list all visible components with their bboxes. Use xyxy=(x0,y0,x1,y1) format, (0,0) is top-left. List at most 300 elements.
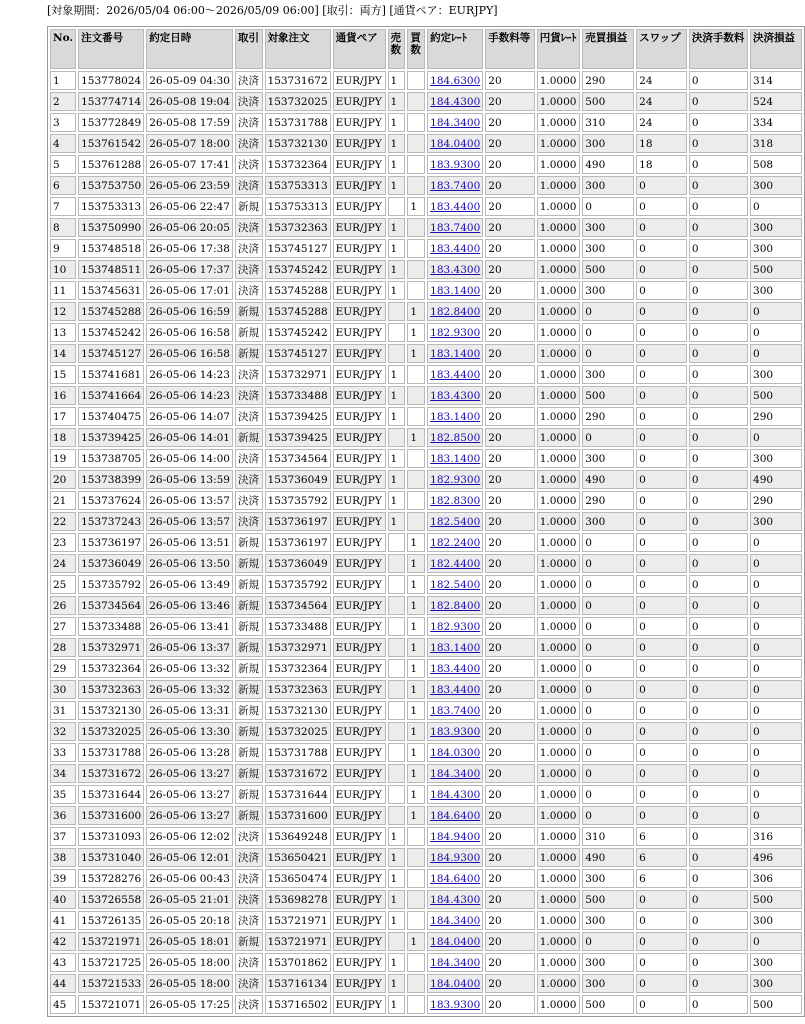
cell-fees: 20 xyxy=(485,974,534,993)
cell-execution-datetime: 26-05-05 18:00 xyxy=(146,974,233,993)
cell-buy-qty xyxy=(407,218,425,237)
cell-target-order: 153731788 xyxy=(265,113,331,132)
cell-no: 37 xyxy=(50,827,76,846)
cell-trade-pl: 0 xyxy=(582,785,634,804)
header-jpy-rate: 円貨ﾚｰﾄ xyxy=(537,29,581,69)
cell-jpy-rate: 1.0000 xyxy=(537,281,581,300)
table-row xyxy=(50,281,802,300)
cell-jpy-rate: 1.0000 xyxy=(537,512,581,531)
cell-no: 26 xyxy=(50,596,76,615)
table-row xyxy=(50,743,802,762)
cell-sell-qty: 1 xyxy=(388,281,406,300)
cell-target-order: 153731788 xyxy=(265,743,331,762)
cell-jpy-rate: 1.0000 xyxy=(537,848,581,867)
execution-rate-link[interactable]: 184.6300 xyxy=(430,74,481,87)
execution-rate-link[interactable]: 184.6400 xyxy=(430,872,481,885)
cell-settlement-pl: 300 xyxy=(750,974,802,993)
cell-no: 3 xyxy=(50,113,76,132)
cell-settlement-pl: 300 xyxy=(750,953,802,972)
cell-swap: 0 xyxy=(636,344,687,363)
cell-buy-qty: 1 xyxy=(407,596,425,615)
cell-sell-qty: 1 xyxy=(388,113,406,132)
cell-no: 18 xyxy=(50,428,76,447)
cell-settlement-pl: 290 xyxy=(750,407,802,426)
cell-settlement-fee: 0 xyxy=(689,512,748,531)
cell-buy-qty xyxy=(407,113,425,132)
cell-trade-type: 決済 xyxy=(235,407,262,426)
cell-fees: 20 xyxy=(485,638,534,657)
cell-execution-rate xyxy=(427,134,483,153)
cell-settlement-pl: 0 xyxy=(750,743,802,762)
table-row xyxy=(50,470,802,489)
header-sell-line1: 売 xyxy=(390,32,401,44)
table-row xyxy=(50,722,802,741)
cell-fees: 20 xyxy=(485,533,534,552)
cell-buy-qty: 1 xyxy=(407,722,425,741)
cell-settlement-pl: 314 xyxy=(750,71,802,90)
cell-currency-pair: EUR/JPY xyxy=(333,722,386,741)
cell-currency-pair: EUR/JPY xyxy=(333,848,386,867)
cell-execution-rate xyxy=(427,239,483,258)
cell-execution-rate xyxy=(427,596,483,615)
cell-sell-qty xyxy=(388,575,406,594)
execution-rate-link[interactable]: 184.0400 xyxy=(430,137,481,150)
execution-rate-link[interactable]: 183.7400 xyxy=(430,704,481,717)
cell-target-order: 153734564 xyxy=(265,596,331,615)
cell-execution-rate xyxy=(427,722,483,741)
cell-trade-type: 決済 xyxy=(235,848,262,867)
table-row xyxy=(50,533,802,552)
execution-rate-link[interactable]: 184.9400 xyxy=(430,830,481,843)
cell-target-order: 153649248 xyxy=(265,827,331,846)
cell-sell-qty: 1 xyxy=(388,827,406,846)
cell-buy-qty: 1 xyxy=(407,785,425,804)
execution-rate-link[interactable]: 183.1400 xyxy=(430,410,481,423)
cell-currency-pair: EUR/JPY xyxy=(333,974,386,993)
cell-sell-qty: 1 xyxy=(388,176,406,195)
cell-buy-qty xyxy=(407,176,425,195)
cell-buy-qty xyxy=(407,155,425,174)
execution-rate-link[interactable]: 183.4400 xyxy=(430,683,481,696)
cell-execution-rate xyxy=(427,743,483,762)
execution-rate-link[interactable]: 182.8400 xyxy=(430,599,481,612)
cell-no: 29 xyxy=(50,659,76,678)
cell-sell-qty: 1 xyxy=(388,512,406,531)
cell-trade-type: 決済 xyxy=(235,71,262,90)
table-row xyxy=(50,491,802,510)
execution-rate-link[interactable]: 184.3400 xyxy=(430,767,481,780)
cell-trade-pl: 490 xyxy=(582,155,634,174)
cell-execution-datetime: 26-05-08 17:59 xyxy=(146,113,233,132)
execution-rate-link[interactable]: 182.8500 xyxy=(430,431,481,444)
execution-rate-link[interactable]: 183.9300 xyxy=(430,725,481,738)
cell-trade-pl: 0 xyxy=(582,764,634,783)
cell-currency-pair: EUR/JPY xyxy=(333,134,386,153)
cell-jpy-rate: 1.0000 xyxy=(537,575,581,594)
cell-no: 41 xyxy=(50,911,76,930)
cell-trade-pl: 500 xyxy=(582,92,634,111)
execution-rate-link[interactable]: 184.0400 xyxy=(430,935,481,948)
cell-jpy-rate: 1.0000 xyxy=(537,218,581,237)
cell-execution-datetime: 26-05-05 20:18 xyxy=(146,911,233,930)
cell-execution-rate xyxy=(427,827,483,846)
cell-settlement-fee: 0 xyxy=(689,176,748,195)
table-row xyxy=(50,176,802,195)
cell-fees: 20 xyxy=(485,995,534,1014)
cell-trade-pl: 0 xyxy=(582,302,634,321)
execution-rate-link[interactable]: 182.5400 xyxy=(430,515,481,528)
cell-swap: 6 xyxy=(636,827,687,846)
cell-settlement-pl: 0 xyxy=(750,680,802,699)
cell-currency-pair: EUR/JPY xyxy=(333,386,386,405)
cell-trade-type: 決済 xyxy=(235,176,262,195)
table-row xyxy=(50,596,802,615)
cell-sell-qty xyxy=(388,785,406,804)
cell-settlement-pl: 0 xyxy=(750,554,802,573)
table-row xyxy=(50,512,802,531)
execution-rate-link[interactable]: 183.4300 xyxy=(430,263,481,276)
cell-trade-type: 決済 xyxy=(235,911,262,930)
cell-order-number: 153745127 xyxy=(78,344,144,363)
cell-buy-qty: 1 xyxy=(407,428,425,447)
cell-fees: 20 xyxy=(485,260,534,279)
execution-rate-link[interactable]: 184.4300 xyxy=(430,95,481,108)
cell-currency-pair: EUR/JPY xyxy=(333,512,386,531)
cell-target-order: 153716134 xyxy=(265,974,331,993)
cell-execution-datetime: 26-05-06 13:30 xyxy=(146,722,233,741)
cell-currency-pair: EUR/JPY xyxy=(333,743,386,762)
execution-rate-link[interactable]: 184.3400 xyxy=(430,914,481,927)
cell-order-number: 153732364 xyxy=(78,659,144,678)
cell-swap: 0 xyxy=(636,953,687,972)
cell-target-order: 153732025 xyxy=(265,722,331,741)
execution-rate-link[interactable]: 183.4400 xyxy=(430,662,481,675)
execution-rate-link[interactable]: 182.9300 xyxy=(430,473,481,486)
cell-no: 16 xyxy=(50,386,76,405)
cell-target-order: 153735792 xyxy=(265,491,331,510)
cell-no: 2 xyxy=(50,92,76,111)
cell-trade-type: 新規 xyxy=(235,680,262,699)
cell-settlement-pl: 316 xyxy=(750,827,802,846)
cell-target-order: 153732130 xyxy=(265,701,331,720)
cell-trade-type: 新規 xyxy=(235,743,262,762)
cell-trade-pl: 0 xyxy=(582,554,634,573)
cell-jpy-rate: 1.0000 xyxy=(537,932,581,951)
cell-sell-qty: 1 xyxy=(388,995,406,1014)
cell-no: 9 xyxy=(50,239,76,258)
cell-currency-pair: EUR/JPY xyxy=(333,281,386,300)
cell-target-order: 153745127 xyxy=(265,344,331,363)
cell-target-order: 153736049 xyxy=(265,554,331,573)
cell-trade-pl: 300 xyxy=(582,365,634,384)
cell-jpy-rate: 1.0000 xyxy=(537,92,581,111)
cell-trade-pl: 0 xyxy=(582,323,634,342)
cell-no: 21 xyxy=(50,491,76,510)
cell-jpy-rate: 1.0000 xyxy=(537,344,581,363)
cell-trade-type: 決済 xyxy=(235,449,262,468)
cell-currency-pair: EUR/JPY xyxy=(333,176,386,195)
cell-target-order: 153745288 xyxy=(265,302,331,321)
execution-rate-link[interactable]: 183.4400 xyxy=(430,242,481,255)
cell-jpy-rate: 1.0000 xyxy=(537,743,581,762)
cell-execution-datetime: 26-05-06 14:00 xyxy=(146,449,233,468)
cell-currency-pair: EUR/JPY xyxy=(333,785,386,804)
header-sell-qty xyxy=(388,29,406,69)
cell-jpy-rate: 1.0000 xyxy=(537,806,581,825)
cell-no: 44 xyxy=(50,974,76,993)
cell-execution-datetime: 26-05-07 17:41 xyxy=(146,155,233,174)
cell-fees: 20 xyxy=(485,470,534,489)
cell-buy-qty: 1 xyxy=(407,638,425,657)
cell-trade-type: 決済 xyxy=(235,953,262,972)
cell-execution-rate xyxy=(427,701,483,720)
execution-rate-link[interactable]: 184.4300 xyxy=(430,788,481,801)
execution-rate-link[interactable]: 183.1400 xyxy=(430,452,481,465)
cell-fees: 20 xyxy=(485,323,534,342)
cell-currency-pair: EUR/JPY xyxy=(333,344,386,363)
cell-buy-qty xyxy=(407,239,425,258)
cell-jpy-rate: 1.0000 xyxy=(537,491,581,510)
header-no: No. xyxy=(50,29,76,69)
cell-swap: 0 xyxy=(636,218,687,237)
execution-rate-link[interactable]: 184.0400 xyxy=(430,977,481,990)
cell-swap: 0 xyxy=(636,323,687,342)
cell-settlement-pl: 300 xyxy=(750,239,802,258)
cell-jpy-rate: 1.0000 xyxy=(537,995,581,1014)
table-row xyxy=(50,806,802,825)
execution-rate-link[interactable]: 184.4300 xyxy=(430,893,481,906)
cell-fees: 20 xyxy=(485,365,534,384)
cell-swap: 0 xyxy=(636,491,687,510)
cell-sell-qty xyxy=(388,344,406,363)
execution-rate-link[interactable]: 184.3400 xyxy=(430,116,481,129)
cell-buy-qty: 1 xyxy=(407,680,425,699)
execution-rate-link[interactable]: 183.7400 xyxy=(430,179,481,192)
cell-swap: 0 xyxy=(636,596,687,615)
cell-jpy-rate: 1.0000 xyxy=(537,386,581,405)
cell-jpy-rate: 1.0000 xyxy=(537,113,581,132)
cell-jpy-rate: 1.0000 xyxy=(537,533,581,552)
cell-order-number: 153745288 xyxy=(78,302,144,321)
cell-order-number: 153737624 xyxy=(78,491,144,510)
cell-currency-pair: EUR/JPY xyxy=(333,155,386,174)
cell-target-order: 153753313 xyxy=(265,176,331,195)
cell-trade-type: 新規 xyxy=(235,701,262,720)
cell-sell-qty xyxy=(388,596,406,615)
execution-rate-link[interactable]: 183.4400 xyxy=(430,200,481,213)
cell-trade-pl: 0 xyxy=(582,638,634,657)
cell-settlement-fee: 0 xyxy=(689,113,748,132)
cell-settlement-pl: 300 xyxy=(750,911,802,930)
execution-rate-link[interactable]: 184.3400 xyxy=(430,956,481,969)
execution-rate-link[interactable]: 182.2400 xyxy=(430,536,481,549)
cell-trade-pl: 300 xyxy=(582,869,634,888)
cell-currency-pair: EUR/JPY xyxy=(333,365,386,384)
cell-fees: 20 xyxy=(485,911,534,930)
cell-no: 6 xyxy=(50,176,76,195)
cell-settlement-pl: 0 xyxy=(750,806,802,825)
execution-rate-link[interactable]: 184.9300 xyxy=(430,851,481,864)
cell-sell-qty xyxy=(388,722,406,741)
cell-sell-qty xyxy=(388,764,406,783)
cell-order-number: 153728276 xyxy=(78,869,144,888)
cell-settlement-pl: 0 xyxy=(750,659,802,678)
cell-sell-qty xyxy=(388,680,406,699)
cell-trade-type: 新規 xyxy=(235,785,262,804)
cell-target-order: 153732025 xyxy=(265,92,331,111)
execution-rate-link[interactable]: 183.7400 xyxy=(430,221,481,234)
cell-buy-qty: 1 xyxy=(407,323,425,342)
cell-settlement-fee: 0 xyxy=(689,260,748,279)
cell-target-order: 153731600 xyxy=(265,806,331,825)
cell-order-number: 153735792 xyxy=(78,575,144,594)
cell-no: 32 xyxy=(50,722,76,741)
cell-settlement-fee: 0 xyxy=(689,953,748,972)
cell-target-order: 153721971 xyxy=(265,932,331,951)
cell-swap: 0 xyxy=(636,680,687,699)
cell-fees: 20 xyxy=(485,596,534,615)
cell-buy-qty: 1 xyxy=(407,806,425,825)
cell-sell-qty: 1 xyxy=(388,953,406,972)
cell-trade-type: 新規 xyxy=(235,764,262,783)
cell-buy-qty: 1 xyxy=(407,764,425,783)
cell-settlement-pl: 0 xyxy=(750,764,802,783)
cell-order-number: 153745242 xyxy=(78,323,144,342)
execution-rate-link[interactable]: 182.9300 xyxy=(430,620,481,633)
cell-fees: 20 xyxy=(485,701,534,720)
cell-settlement-fee: 0 xyxy=(689,491,748,510)
execution-rate-link[interactable]: 183.4400 xyxy=(430,368,481,381)
cell-swap: 0 xyxy=(636,785,687,804)
execution-rate-link[interactable]: 183.1400 xyxy=(430,284,481,297)
cell-settlement-pl: 508 xyxy=(750,155,802,174)
execution-rate-link[interactable]: 184.6400 xyxy=(430,809,481,822)
cell-trade-type: 新規 xyxy=(235,932,262,951)
cell-jpy-rate: 1.0000 xyxy=(537,155,581,174)
cell-fees: 20 xyxy=(485,449,534,468)
cell-execution-datetime: 26-05-06 22:47 xyxy=(146,197,233,216)
table-row xyxy=(50,911,802,930)
cell-no: 25 xyxy=(50,575,76,594)
cell-buy-qty xyxy=(407,470,425,489)
execution-rate-link[interactable]: 183.1400 xyxy=(430,641,481,654)
cell-swap: 0 xyxy=(636,449,687,468)
cell-swap: 0 xyxy=(636,239,687,258)
cell-settlement-pl: 500 xyxy=(750,386,802,405)
execution-rate-link[interactable]: 182.8300 xyxy=(430,494,481,507)
cell-settlement-fee: 0 xyxy=(689,743,748,762)
cell-execution-rate xyxy=(427,428,483,447)
cell-sell-qty xyxy=(388,533,406,552)
execution-rate-link[interactable]: 183.1400 xyxy=(430,347,481,360)
cell-target-order: 153732971 xyxy=(265,638,331,657)
trade-history-table xyxy=(47,26,805,1017)
execution-rate-link[interactable]: 183.4300 xyxy=(430,389,481,402)
cell-execution-rate xyxy=(427,71,483,90)
cell-no: 10 xyxy=(50,260,76,279)
report-container xyxy=(47,0,805,1017)
cell-jpy-rate: 1.0000 xyxy=(537,71,581,90)
cell-target-order: 153732363 xyxy=(265,680,331,699)
cell-jpy-rate: 1.0000 xyxy=(537,365,581,384)
table-row xyxy=(50,974,802,993)
cell-target-order: 153735792 xyxy=(265,575,331,594)
table-row xyxy=(50,869,802,888)
header-target-order: 対象注文 xyxy=(265,29,331,69)
cell-trade-pl: 0 xyxy=(582,197,634,216)
cell-order-number: 153774714 xyxy=(78,92,144,111)
cell-currency-pair: EUR/JPY xyxy=(333,470,386,489)
cell-sell-qty xyxy=(388,932,406,951)
execution-rate-link[interactable]: 182.5400 xyxy=(430,578,481,591)
cell-swap: 0 xyxy=(636,512,687,531)
header-settlement-fee: 決済手数料 xyxy=(689,29,748,69)
cell-fees: 20 xyxy=(485,890,534,909)
cell-execution-rate xyxy=(427,260,483,279)
cell-order-number: 153740475 xyxy=(78,407,144,426)
cell-fees: 20 xyxy=(485,953,534,972)
cell-swap: 6 xyxy=(636,848,687,867)
cell-execution-datetime: 26-05-05 17:25 xyxy=(146,995,233,1014)
execution-rate-link[interactable]: 183.9300 xyxy=(430,158,481,171)
cell-buy-qty: 1 xyxy=(407,743,425,762)
cell-fees: 20 xyxy=(485,575,534,594)
cell-order-number: 153741664 xyxy=(78,386,144,405)
cell-jpy-rate: 1.0000 xyxy=(537,134,581,153)
cell-order-number: 153731093 xyxy=(78,827,144,846)
cell-execution-datetime: 26-05-06 13:57 xyxy=(146,491,233,510)
execution-rate-link[interactable]: 182.9300 xyxy=(430,326,481,339)
cell-target-order: 153733488 xyxy=(265,617,331,636)
cell-execution-rate xyxy=(427,575,483,594)
cell-currency-pair: EUR/JPY xyxy=(333,680,386,699)
cell-settlement-pl: 0 xyxy=(750,197,802,216)
table-row xyxy=(50,239,802,258)
header-settlement-pl: 決済損益 xyxy=(750,29,802,69)
cell-trade-pl: 500 xyxy=(582,995,634,1014)
cell-execution-rate xyxy=(427,218,483,237)
cell-execution-datetime: 26-05-06 17:38 xyxy=(146,239,233,258)
execution-rate-link[interactable]: 184.0300 xyxy=(430,746,481,759)
cell-swap: 18 xyxy=(636,134,687,153)
cell-order-number: 153750990 xyxy=(78,218,144,237)
cell-swap: 0 xyxy=(636,428,687,447)
execution-rate-link[interactable]: 183.9300 xyxy=(430,998,481,1011)
cell-execution-datetime: 26-05-06 13:32 xyxy=(146,680,233,699)
cell-no: 13 xyxy=(50,323,76,342)
cell-no: 28 xyxy=(50,638,76,657)
table-row xyxy=(50,932,802,951)
cell-currency-pair: EUR/JPY xyxy=(333,890,386,909)
cell-buy-qty xyxy=(407,512,425,531)
cell-swap: 24 xyxy=(636,71,687,90)
cell-currency-pair: EUR/JPY xyxy=(333,911,386,930)
execution-rate-link[interactable]: 182.8400 xyxy=(430,305,481,318)
cell-sell-qty: 1 xyxy=(388,491,406,510)
cell-execution-rate xyxy=(427,344,483,363)
cell-swap: 0 xyxy=(636,260,687,279)
cell-swap: 0 xyxy=(636,995,687,1014)
cell-settlement-pl: 0 xyxy=(750,701,802,720)
cell-buy-qty xyxy=(407,974,425,993)
cell-currency-pair: EUR/JPY xyxy=(333,239,386,258)
cell-sell-qty: 1 xyxy=(388,974,406,993)
cell-settlement-fee: 0 xyxy=(689,533,748,552)
cell-sell-qty xyxy=(388,554,406,573)
execution-rate-link[interactable]: 182.4400 xyxy=(430,557,481,570)
cell-execution-rate xyxy=(427,995,483,1014)
cell-trade-pl: 490 xyxy=(582,470,634,489)
